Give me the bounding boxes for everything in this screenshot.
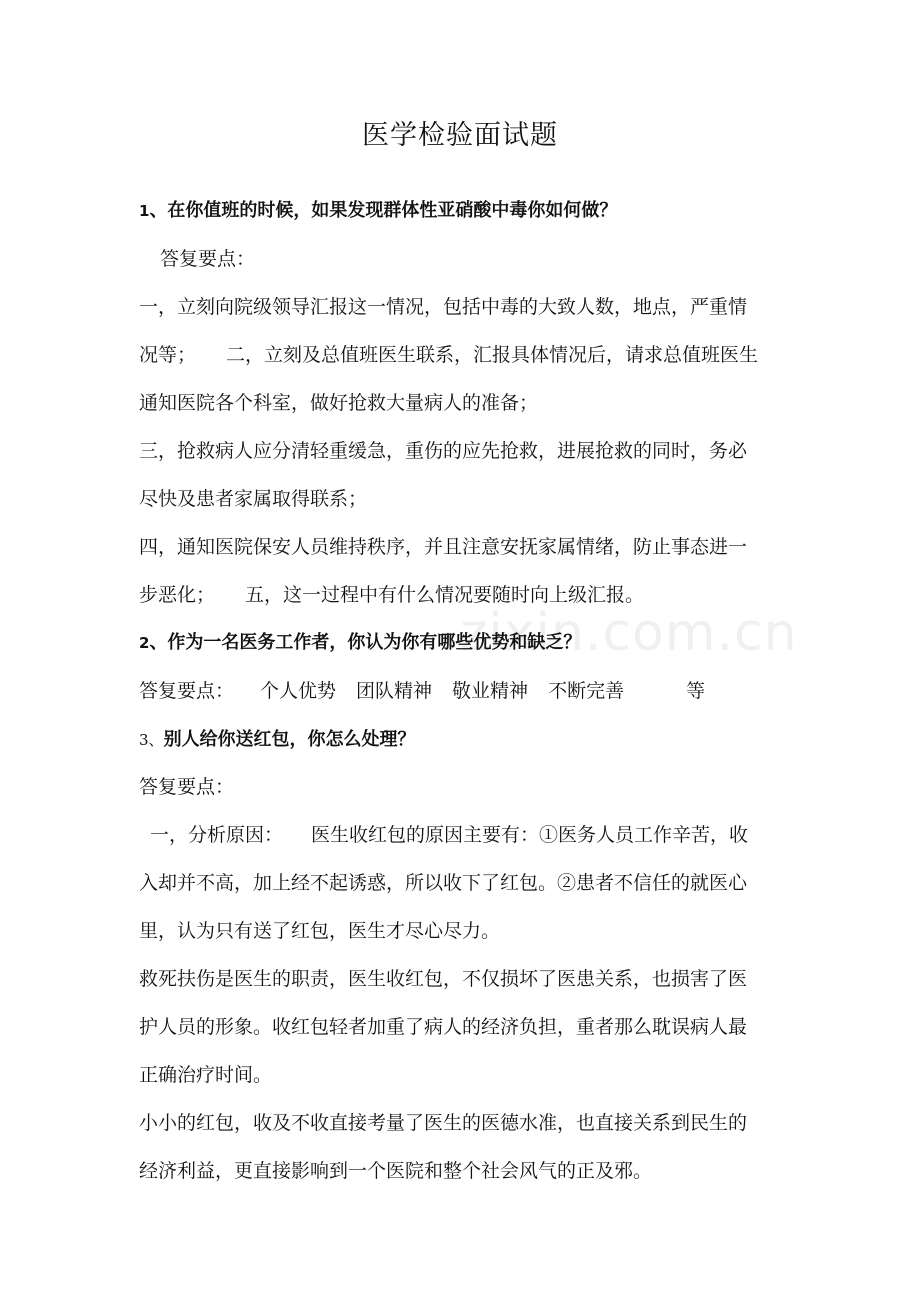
q1-line-1: 一，立刻向院级领导汇报这一情况，包括中毒的大致人数，地点，严重情 xyxy=(139,296,748,318)
question-3-number: 3 xyxy=(139,731,149,749)
question-1 xyxy=(139,198,789,224)
q2-point-4: 不断完善 xyxy=(548,680,625,702)
q2-point-3: 敬业精神 xyxy=(452,680,529,702)
q3-line-4: 救死扶伤是医生的职责，医生收红包，不仅损坏了医患关系，也损害了医 xyxy=(139,968,748,990)
q2-answer xyxy=(139,678,789,704)
q1-line-7-part-a: 步恶化； xyxy=(139,584,216,606)
q2-answer-label: 答复要点： xyxy=(139,680,235,702)
q2-etc: 等 xyxy=(686,680,706,702)
q3-line-1-part-b: 医生收红包的原因主要有：①医务人员工作辛苦，收 xyxy=(311,824,749,846)
q3-line-1 xyxy=(150,822,800,848)
q2-point-2: 团队精神 xyxy=(356,680,433,702)
q3-line-2: 入却并不高，加上经不起诱惑，所以收下了红包。②患者不信任的就医心 xyxy=(139,872,748,894)
q3-line-8: 经济利益，更直接影响到一个医院和整个社会风气的正及邪。 xyxy=(139,1160,653,1182)
q3-line-3: 里，认为只有送了红包，医生才尽心尽力。 xyxy=(139,920,501,942)
q1-line-6: 四，通知医院保安人员维持秩序，并且注意安抚家属情绪，防止事态进一 xyxy=(139,536,748,558)
q3-line-6: 正确治疗时间。 xyxy=(139,1064,273,1086)
q3-line-5: 护人员的形象。收红包轻者加重了病人的经济负担，重者那么耽误病人最 xyxy=(139,1016,748,1038)
q1-line-2 xyxy=(139,342,789,368)
question-3-separator: 、 xyxy=(148,731,164,749)
question-2 xyxy=(139,630,789,656)
q1-line-7-part-b: 五，这一过程中有什么情况要随时向上级汇报。 xyxy=(245,584,645,606)
q1-line-5: 尽快及患者家属取得联系； xyxy=(139,488,368,510)
q1-line-7 xyxy=(139,582,789,608)
question-2-text: 、作为一名医务工作者，你认为你有哪些优势和缺乏？ xyxy=(149,632,582,653)
q1-line-4: 三，抢救病人应分清轻重缓急，重伤的应先抢救，进展抢救的同时，务必 xyxy=(139,440,748,462)
q1-line-2-part-b: 二，立刻及总值班医生联系，汇报具体情况后，请求总值班医生 xyxy=(226,344,759,366)
question-1-number: 1 xyxy=(139,202,150,220)
question-3-text: 别人给你送红包，你怎么处理？ xyxy=(163,729,416,750)
question-3 xyxy=(139,726,789,753)
q2-point-1: 个人优势 xyxy=(260,680,337,702)
q3-line-1-part-a: 一，分析原因： xyxy=(150,824,284,846)
question-1-text: 、在你值班的时候，如果发现群体性亚硝酸中毒你如何做？ xyxy=(149,200,618,221)
q1-line-2-part-a: 况等； xyxy=(139,344,197,366)
q3-line-7: 小小的红包，收及不收直接考量了医生的医德水准，也直接关系到民生的 xyxy=(139,1112,748,1134)
q1-line-3: 通知医院各个科室，做好抢救大量病人的准备； xyxy=(139,392,539,414)
watermark: zixin.com.cn xyxy=(460,603,798,663)
page-title: 医学检验面试题 xyxy=(362,120,558,151)
q1-answer-label: 答复要点： xyxy=(160,248,256,270)
question-2-number: 2 xyxy=(139,634,150,652)
q3-answer-label: 答复要点： xyxy=(139,776,235,798)
